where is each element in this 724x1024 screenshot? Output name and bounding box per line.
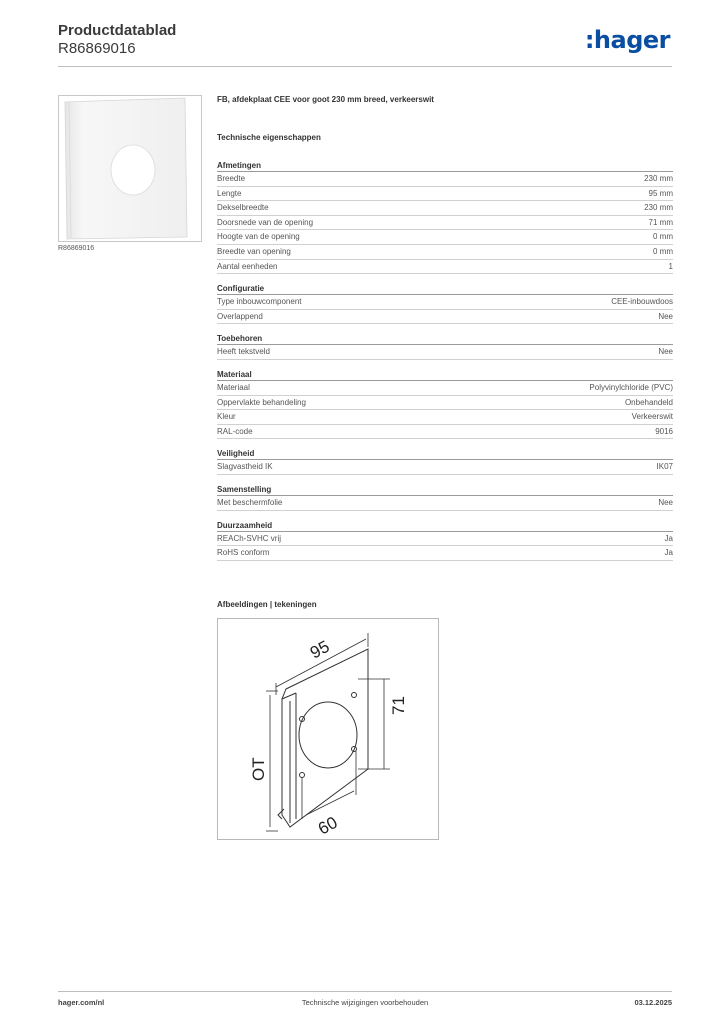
dimension-71-label: 71 — [389, 696, 408, 715]
spec-label: Oppervlakte behandeling — [217, 397, 306, 407]
spec-row — [217, 187, 673, 202]
spec-section — [217, 484, 673, 511]
spec-value: Verkeerswit — [631, 412, 673, 422]
spec-label: Slagvastheid IK — [217, 462, 273, 472]
spec-label: Met beschermfolie — [217, 497, 283, 507]
spec-label: Type inbouwcomponent — [217, 297, 302, 307]
spec-value: 230 mm — [644, 203, 673, 213]
footer-divider — [58, 991, 672, 992]
technical-drawing — [217, 618, 439, 840]
spec-label: Aantal eenheden — [217, 261, 278, 271]
spec-label: Kleur — [217, 412, 236, 422]
spec-label: Heeft tekstveld — [217, 347, 270, 357]
spec-row — [217, 310, 673, 325]
spec-label: RoHS conform — [217, 548, 270, 558]
spec-label: Doorsnede van de opening — [217, 217, 314, 227]
spec-row — [217, 295, 673, 310]
page-header — [58, 22, 670, 62]
spec-value: 71 mm — [648, 217, 673, 227]
section-title: Materiaal — [217, 369, 673, 381]
spec-label: Dekselbreedte — [217, 203, 269, 213]
cover-plate-image — [59, 96, 201, 241]
spec-section — [217, 283, 673, 324]
spec-value: Nee — [658, 347, 673, 357]
spec-row — [217, 425, 673, 440]
section-title: Afmetingen — [217, 160, 673, 172]
spec-row — [217, 260, 673, 275]
spec-row — [217, 381, 673, 396]
spec-value: 1 — [668, 261, 673, 271]
spec-label: Lengte — [217, 188, 242, 198]
spec-row — [217, 230, 673, 245]
product-title: FB, afdekplaat CEE voor goot 230 mm breed, verkeerswit — [217, 95, 434, 104]
spec-label: Overlappend — [217, 311, 263, 321]
product-code: R86869016 — [58, 40, 136, 57]
spec-label: Breedte van opening — [217, 246, 291, 256]
spec-section — [217, 369, 673, 439]
section-title: Configuratie — [217, 283, 673, 295]
document-title: Productdatablad — [58, 22, 177, 39]
spec-section — [217, 448, 673, 475]
hager-logo: :hager — [584, 26, 670, 54]
thumbnail-caption: R86869016 — [58, 245, 95, 252]
spec-row — [217, 216, 673, 231]
footer-disclaimer: Technische wijzigingen voorbehouden — [301, 998, 429, 1007]
section-title: Duurzaamheid — [217, 520, 673, 532]
spec-row — [217, 396, 673, 411]
dimension-60-label: 60 — [314, 812, 341, 839]
spec-row — [217, 201, 673, 216]
spec-label: Breedte — [217, 174, 246, 183]
spec-value: IK07 — [656, 462, 673, 472]
spec-value: 0 mm — [653, 246, 673, 256]
dimension-drawing — [218, 619, 438, 839]
spec-section — [217, 333, 673, 360]
spec-label: RAL-code — [217, 426, 253, 436]
footer-date: 03.12.2025 — [634, 998, 672, 1007]
header-divider — [58, 66, 672, 67]
spec-value: Nee — [658, 311, 673, 321]
spec-value: 9016 — [655, 426, 673, 436]
section-title: Samenstelling — [217, 484, 673, 496]
spec-row — [217, 546, 673, 561]
product-specs — [217, 95, 673, 570]
spec-row — [217, 345, 673, 360]
section-title: Veiligheid — [217, 448, 673, 460]
spec-value: 95 mm — [648, 188, 673, 198]
spec-row — [217, 410, 673, 425]
spec-value: CEE-inbouwdoos — [611, 297, 673, 307]
section-title: Toebehoren — [217, 333, 673, 345]
spec-value: Onbehandeld — [624, 397, 673, 407]
spec-value: 0 mm — [653, 232, 673, 242]
spec-value: Nee — [658, 497, 673, 507]
spec-section — [217, 520, 673, 561]
footer-website-link[interactable]: hager.com/nl — [58, 998, 105, 1007]
spec-value: Ja — [664, 533, 673, 543]
product-thumbnail — [58, 95, 202, 242]
spec-row — [217, 532, 673, 547]
spec-row — [217, 460, 673, 475]
spec-label: REACh-SVHC vrij — [217, 533, 282, 543]
spec-section — [217, 160, 673, 274]
spec-label: Hoogte van de opening — [217, 232, 300, 242]
spec-row — [217, 496, 673, 511]
spec-row — [217, 172, 673, 187]
dimension-95-label: 95 — [306, 636, 333, 663]
spec-sections — [217, 160, 673, 561]
dimension-ot-label: OT — [249, 757, 268, 781]
tech-properties-heading: Technische eigenschappen — [217, 133, 321, 142]
spec-value: Ja — [664, 548, 673, 558]
spec-value: 230 mm — [644, 174, 673, 183]
spec-row — [217, 245, 673, 260]
images-heading: Afbeeldingen | tekeningen — [217, 600, 317, 609]
spec-label: Materiaal — [217, 382, 250, 392]
spec-value: Polyvinylchloride (PVC) — [589, 382, 673, 392]
